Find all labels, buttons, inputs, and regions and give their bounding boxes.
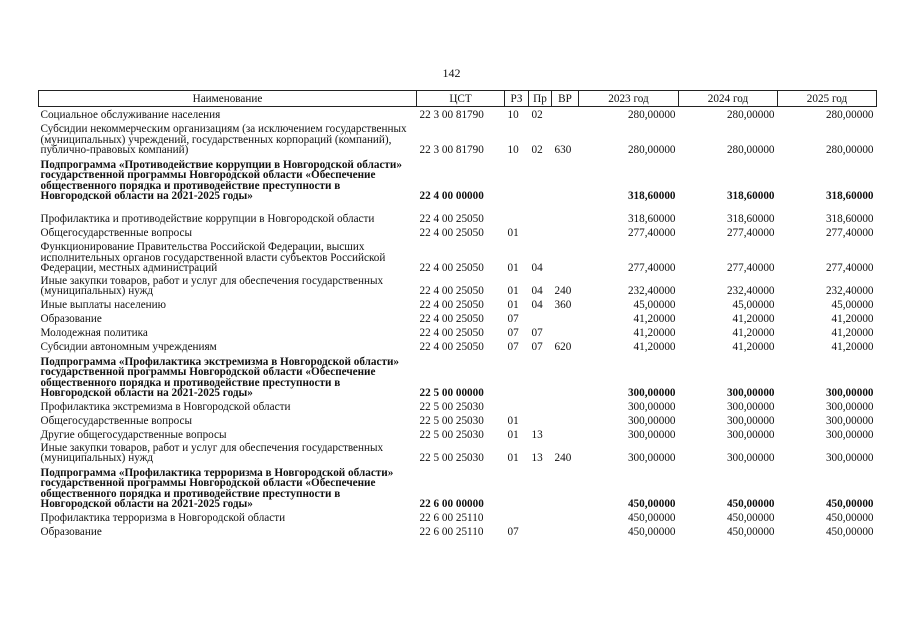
row-2025: 277,40000	[825, 227, 874, 240]
row-name: Подпрограмма «Профилактика терроризма в Новгородской области» государственной программы Новгородской области «Обеспечение общественного порядка и противодействие преступности в Новгородской области на 2021-2025 годы»	[40, 466, 394, 511]
row-2023: 450,00000	[627, 498, 676, 511]
row-2024: 300,00000	[726, 415, 775, 428]
row-2023: 300,00000	[627, 415, 676, 428]
row-pr	[529, 225, 552, 239]
row-pr: 13	[531, 429, 543, 442]
row-2024: 41,20000	[732, 327, 775, 340]
row-name: Другие общегосударственные вопросы	[40, 429, 227, 442]
row-2025: 41,20000	[831, 313, 874, 326]
row-2024: 41,20000	[732, 313, 775, 326]
row-cst: 22 3 00 81790	[419, 109, 484, 122]
row-2023: 318,60000	[627, 213, 676, 226]
budget-table	[38, 90, 877, 538]
row-vr	[552, 225, 579, 239]
row-vr	[552, 464, 579, 510]
row-cst: 22 5 00 25030	[419, 429, 484, 442]
row-2024: 450,00000	[726, 498, 775, 511]
table-row	[39, 413, 877, 427]
table-row	[39, 107, 877, 122]
column-header-2025: 2025 год	[778, 91, 877, 107]
table-row	[39, 441, 877, 464]
row-rz: 01	[507, 429, 519, 442]
row-vr: 630	[554, 144, 572, 157]
row-2024: 300,00000	[726, 452, 775, 465]
row-pr	[529, 524, 552, 538]
row-2023: 300,00000	[627, 429, 676, 442]
row-rz: 07	[507, 526, 519, 539]
table-row	[39, 121, 877, 156]
row-2023: 277,40000	[627, 262, 676, 275]
row-2025: 280,00000	[825, 109, 874, 122]
row-2024: 300,00000	[726, 401, 775, 414]
row-2023: 41,20000	[633, 327, 676, 340]
row-pr	[529, 510, 552, 524]
row-pr	[529, 311, 552, 325]
row-2023: 45,00000	[633, 299, 676, 312]
row-name: Социальное обслуживание населения	[40, 109, 221, 122]
row-name: Подпрограмма «Профилактика экстремизма в Новгородской области» государственной программы Новгородской области «Обеспечение общественного порядка и противодействие преступности в Новгородской области на 2021-2025 годы»	[40, 355, 400, 400]
row-cst: 22 4 00 25050	[419, 341, 484, 354]
row-2024: 318,60000	[726, 213, 775, 226]
row-name: Профилактика терроризма в Новгородской области	[40, 512, 286, 525]
table-row	[39, 225, 877, 239]
row-name: Молодежная политика	[40, 327, 148, 340]
row-rz	[505, 510, 529, 524]
row-2025: 300,00000	[825, 429, 874, 442]
table-row	[39, 239, 877, 274]
column-header-vr: ВР	[552, 91, 579, 107]
row-2024: 450,00000	[726, 526, 775, 539]
table-row	[39, 274, 877, 297]
row-name: Профилактика экстремизма в Новгородской области	[40, 401, 291, 414]
row-2024: 277,40000	[726, 227, 775, 240]
row-rz: 07	[507, 313, 519, 326]
row-2025: 45,00000	[831, 299, 874, 312]
row-vr	[552, 325, 579, 339]
row-vr	[552, 510, 579, 524]
row-pr	[529, 413, 552, 427]
row-pr: 07	[531, 341, 543, 354]
row-2024: 45,00000	[732, 299, 775, 312]
row-2024: 277,40000	[726, 262, 775, 275]
row-cst: 22 5 00 25030	[419, 401, 484, 414]
row-2023: 318,60000	[627, 190, 676, 203]
row-2023: 300,00000	[627, 452, 676, 465]
row-vr	[552, 353, 579, 399]
row-name: Образование	[40, 313, 102, 326]
column-header-rz: РЗ	[505, 91, 529, 107]
column-header-2024: 2024 год	[679, 91, 778, 107]
row-vr	[552, 202, 579, 225]
row-2023: 280,00000	[627, 144, 676, 157]
row-2025: 277,40000	[825, 262, 874, 275]
table-row	[39, 297, 877, 311]
table-row	[39, 311, 877, 325]
row-vr	[552, 239, 579, 274]
row-name: Иные закупки товаров, работ и услуг для обеспечения государственных (муниципальных) нужд	[40, 441, 384, 465]
row-2024: 450,00000	[726, 512, 775, 525]
subprogram-row	[39, 464, 877, 510]
row-pr: 02	[531, 144, 543, 157]
row-pr: 02	[531, 109, 543, 122]
row-2025: 232,40000	[825, 285, 874, 298]
row-2025: 318,60000	[825, 190, 874, 203]
row-cst: 22 4 00 25050	[419, 262, 484, 275]
row-rz: 01	[507, 415, 519, 428]
row-rz	[505, 399, 529, 413]
row-vr: 620	[554, 341, 572, 354]
table-row	[39, 339, 877, 353]
row-2024: 41,20000	[732, 341, 775, 354]
row-vr: 240	[554, 452, 572, 465]
column-header-cst: ЦСТ	[417, 91, 505, 107]
row-2025: 300,00000	[825, 415, 874, 428]
row-name: Субсидии автономным учреждениям	[40, 341, 217, 354]
row-2023: 450,00000	[627, 512, 676, 525]
row-2025: 450,00000	[825, 526, 874, 539]
row-cst: 22 6 00 00000	[419, 498, 484, 511]
row-rz: 07	[507, 327, 519, 340]
row-cst: 22 4 00 25050	[419, 327, 484, 340]
column-header-pr: Пр	[529, 91, 552, 107]
row-2025: 318,60000	[825, 213, 874, 226]
table-row	[39, 510, 877, 524]
row-2024: 300,00000	[726, 429, 775, 442]
row-pr	[529, 156, 552, 202]
row-vr	[552, 156, 579, 202]
row-2025: 450,00000	[825, 512, 874, 525]
row-name: Подпрограмма «Противодействие коррупции в Новгородской области» государственной программы Новгородской области «Обеспечение общественного порядка и противодействие преступности в Новгородской области на 2021-2025 годы»	[40, 158, 402, 203]
row-pr: 04	[531, 299, 543, 312]
row-cst: 22 4 00 25050	[419, 213, 484, 226]
row-pr	[529, 464, 552, 510]
row-2024: 232,40000	[726, 285, 775, 298]
row-pr: 04	[531, 285, 543, 298]
row-rz	[505, 202, 529, 225]
row-vr	[552, 311, 579, 325]
subprogram-row	[39, 156, 877, 202]
row-2023: 232,40000	[627, 285, 676, 298]
table-header-row	[39, 91, 877, 107]
row-vr	[552, 399, 579, 413]
row-cst: 22 6 00 25110	[419, 512, 484, 525]
row-cst: 22 5 00 00000	[419, 387, 484, 400]
row-2025: 300,00000	[825, 401, 874, 414]
row-vr	[552, 107, 579, 122]
row-2025: 41,20000	[831, 327, 874, 340]
row-cst: 22 4 00 25050	[419, 285, 484, 298]
row-pr	[529, 399, 552, 413]
row-2025: 450,00000	[825, 498, 874, 511]
row-pr: 04	[531, 262, 543, 275]
row-2025: 280,00000	[825, 144, 874, 157]
row-name: Общегосударственные вопросы	[40, 415, 193, 428]
row-rz: 10	[507, 109, 519, 122]
row-cst: 22 4 00 25050	[419, 313, 484, 326]
table-row	[39, 427, 877, 441]
row-cst: 22 5 00 25030	[419, 452, 484, 465]
row-name: Профилактика и противодействие коррупции в Новгородской области	[40, 213, 375, 226]
row-2025: 300,00000	[825, 387, 874, 400]
row-2023: 277,40000	[627, 227, 676, 240]
row-cst: 22 4 00 25050	[419, 299, 484, 312]
row-rz: 01	[507, 285, 519, 298]
row-rz	[505, 353, 529, 399]
row-vr: 240	[554, 285, 572, 298]
table-row	[39, 202, 877, 225]
row-2023: 300,00000	[627, 387, 676, 400]
row-2023: 280,00000	[627, 109, 676, 122]
column-header-2023: 2023 год	[579, 91, 679, 107]
row-pr	[529, 353, 552, 399]
row-pr: 13	[531, 452, 543, 465]
subprogram-row	[39, 353, 877, 399]
column-header-name: Наименование	[39, 91, 417, 107]
row-rz: 01	[507, 299, 519, 312]
page-number: 142	[442, 66, 461, 80]
row-2023: 300,00000	[627, 401, 676, 414]
row-rz: 01	[507, 227, 519, 240]
table-row	[39, 524, 877, 538]
row-name: Иные закупки товаров, работ и услуг для обеспечения государственных (муниципальных) нужд	[40, 274, 384, 298]
row-cst: 22 4 00 25050	[419, 227, 484, 240]
row-rz: 01	[507, 262, 519, 275]
row-vr	[552, 524, 579, 538]
row-name: Субсидии некоммерческим организациям (за исключением государственных (муниципальных) учреждений, государственных корпораций (компаний), публично-правовых компаний)	[40, 123, 407, 157]
row-2024: 280,00000	[726, 109, 775, 122]
row-2024: 318,60000	[726, 190, 775, 203]
row-rz	[505, 156, 529, 202]
row-name: Функционирование Правительства Российской Федерации, высших исполнительных органов государственной власти субъектов Российской Федерации, местных администраций	[40, 241, 386, 275]
row-2023: 450,00000	[627, 526, 676, 539]
row-2024: 280,00000	[726, 144, 775, 157]
row-vr	[552, 427, 579, 441]
row-2023: 41,20000	[633, 341, 676, 354]
row-vr	[552, 413, 579, 427]
row-2025: 41,20000	[831, 341, 874, 354]
row-cst: 22 6 00 25110	[419, 526, 484, 539]
table-row	[39, 399, 877, 413]
row-pr	[529, 202, 552, 225]
row-cst: 22 5 00 25030	[419, 415, 484, 428]
row-rz: 07	[507, 341, 519, 354]
row-rz: 01	[507, 452, 519, 465]
row-name: Образование	[40, 526, 102, 539]
row-name: Иные выплаты населению	[40, 299, 166, 312]
row-2024: 300,00000	[726, 387, 775, 400]
row-rz: 10	[507, 144, 519, 157]
row-vr: 360	[554, 299, 572, 312]
row-cst: 22 4 00 00000	[419, 190, 484, 203]
row-pr: 07	[531, 327, 543, 340]
row-2023: 41,20000	[633, 313, 676, 326]
row-name: Общегосударственные вопросы	[40, 227, 193, 240]
row-rz	[505, 464, 529, 510]
row-cst: 22 3 00 81790	[419, 144, 484, 157]
table-row	[39, 325, 877, 339]
row-2025: 300,00000	[825, 452, 874, 465]
